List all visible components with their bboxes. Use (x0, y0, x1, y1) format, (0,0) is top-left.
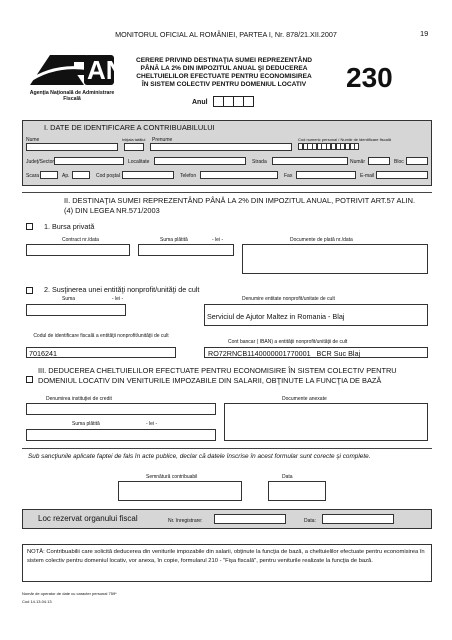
deducere-documente-label: Documente anexate (282, 396, 327, 402)
section-3-title: III. DEDUCEREA CHELTUIELILOR EFECTUATE PENTRU ECONOMISIRE ÎN SISTEM COLECTIV PENTRU DOMENIUL LOCATIV DIN VENITURILE IMPOZABILE DIN SALARII, OBŢINUTE LA FUNCŢIA DE BAZĂ (38, 366, 397, 385)
deducere-documente-input[interactable] (224, 403, 428, 441)
bursa-documente-input[interactable] (242, 244, 428, 274)
label-numar: Număr (350, 159, 366, 165)
signature-date-input[interactable] (268, 481, 326, 501)
fiscal-data-label: Data: (304, 518, 316, 524)
numar-input[interactable] (368, 157, 390, 165)
note-text: NOTĂ: Contribuabilii care solicită deducerea din veniturile impozabile din salarii, obţinute la funcţia de bază, a cheltuielilor efectuate pentru economisirea în sistem colectiv pentru domeniul locativ, vor anexa, în copie, formularul 210 - "Fişa fiscală", pentru veniturile realizate la funcţia de bază. (27, 549, 425, 564)
label-telefon: Telefon (180, 173, 197, 179)
declaration-text: Sub sancţiunile aplicate faptei de fals în acte publice, declar că datele înscrise în acest formular sunt corecte şi complete. (28, 453, 371, 460)
bloc-input[interactable] (406, 157, 428, 165)
bursa-documente-label: Documente de plată nr./data (290, 237, 353, 243)
fiscal-data-input[interactable] (322, 514, 394, 524)
form-title: CERERE PRIVIND DESTINAŢIA SUMEI REPREZENTÂND PÂNĂ LA 2% DIN IMPOZITUL ANUAL ŞI DEDUCEREA CHELTUIELILOR EFECTUATE PENTRU ECONOMISIREA ÎN SISTEM COLECTIV PENTRU DOMENIUL LOCATIV (136, 57, 312, 88)
bursa-suma-input[interactable] (138, 244, 234, 256)
sustinere-checkbox[interactable] (26, 287, 33, 294)
sustinere-cont-input[interactable] (204, 347, 428, 358)
logo-letters: ANAF (87, 55, 160, 85)
sustinere-denumire-label: Denumire entitate nonprofit/unitate de cult (242, 296, 335, 302)
fax-input[interactable] (296, 171, 356, 179)
sustinere-cif-label: Codul de identificare fiscală a entităţii nonprofit/unităţii de cult (33, 333, 169, 339)
label-judet: Judeţ/Sector (26, 159, 55, 165)
label-nume: Nume (26, 137, 40, 143)
label-fax: Fax (284, 173, 293, 179)
signature-box[interactable] (118, 481, 242, 501)
label-scara: Scara (26, 173, 40, 179)
header-title: MONITORUL OFICIAL AL ROMÂNIEI, PARTEA I, Nr. 878/21.XII.2007 (115, 30, 337, 39)
ap-input[interactable] (72, 171, 90, 179)
deducere-checkbox[interactable] (26, 376, 33, 383)
label-bloc: Bloc (394, 159, 404, 165)
label-initiala: Iniţiala tatălui (122, 137, 146, 142)
footer-code: Cod 14.13.04.13 (22, 599, 52, 604)
sustinere-cif-value: 7016241 (29, 349, 57, 358)
sustinere-lei-label: - lei - (112, 296, 124, 302)
deducere-lei-label: - lei - (146, 421, 158, 427)
deducere-denumire-input[interactable] (26, 403, 216, 415)
year-label: Anul (192, 99, 208, 106)
deducere-suma-input[interactable] (26, 429, 216, 441)
sustinere-denumire-value: Serviciul de Ajutor Maltez in Romania - Blaj (207, 312, 345, 321)
section-1-title: I. DATE DE IDENTIFICARE A CONTRIBUABILULUI (44, 123, 215, 132)
signature-date-label: Data (282, 474, 293, 480)
cnp-input[interactable] (298, 143, 359, 150)
label-cod-numeric: Cod numeric personal / Număr de identificare fiscală (298, 137, 391, 142)
bursa-label: 1. Bursa privată (44, 222, 95, 231)
email-input[interactable] (376, 171, 428, 179)
section-2-title: II. DESTINAŢIA SUMEI REPREZENTÂND PÂNĂ LA 2% DIN IMPOZITUL ANUAL, POTRIVIT ART.57 ALIN.(4) DIN LEGEA NR.571/2003 (64, 196, 416, 215)
sustinere-cont-value: RO72RNCB1140000001770001 BCR Suc Blaj (208, 349, 361, 358)
localitate-input[interactable] (154, 157, 246, 165)
telefon-input[interactable] (200, 171, 278, 179)
bursa-lei-label: - lei - (212, 237, 224, 243)
cod-postal-input[interactable] (122, 171, 174, 179)
bursa-contract-input[interactable] (26, 244, 130, 256)
label-localitate: Localitate (128, 159, 150, 165)
sustinere-suma-label: Suma (62, 296, 76, 302)
fiscal-nr-input[interactable] (214, 514, 286, 524)
sustinere-cif-input[interactable] (26, 347, 176, 358)
nume-input[interactable] (26, 143, 118, 151)
year-input[interactable] (213, 96, 254, 107)
footer-operator: Număr de operator de date cu caracter personal 759* (22, 591, 117, 596)
sustinere-denumire-input[interactable] (204, 304, 428, 326)
sustinere-label: 2. Susţinerea unei entităţi nonprofit/unităţi de cult (44, 285, 200, 294)
fiscal-nr-label: Nr. înregistrare: (168, 518, 203, 524)
strada-input[interactable] (272, 157, 348, 165)
anaf-logo-icon (24, 49, 160, 89)
label-cod-postal: Cod poştal (96, 173, 120, 179)
label-strada: Strada (252, 159, 267, 165)
form-code: 230 (346, 62, 393, 93)
deducere-suma-label: Suma plătită (72, 421, 100, 427)
divider (22, 192, 432, 193)
logo-caption: Agenţia Naţională de Administrare Fiscală (29, 90, 115, 102)
page-number: 19 (420, 29, 429, 38)
prenume-input[interactable] (150, 143, 292, 151)
label-email: E-mail (360, 173, 375, 179)
anaf-logo (24, 49, 160, 105)
scara-input[interactable] (40, 171, 58, 179)
bursa-suma-label: Suma plătită (160, 237, 188, 243)
judet-input[interactable] (54, 157, 124, 165)
label-prenume: Prenume (152, 137, 173, 143)
bursa-checkbox[interactable] (26, 223, 33, 230)
divider (22, 448, 432, 449)
sustinere-cont-label: Cont bancar ( IBAN) a entităţii nonprofit/unităţii de cult (228, 339, 348, 345)
note-box (22, 544, 432, 582)
label-ap: Ap. (62, 173, 70, 179)
deducere-denumire-label: Denumirea instituţiei de credit (46, 396, 112, 402)
initiala-input[interactable] (124, 143, 144, 151)
bursa-contract-label: Contract nr./data (62, 237, 99, 243)
fiscal-title: Loc rezervat organului fiscal (38, 514, 138, 523)
signature-label: Semnătură contribuabil (146, 474, 198, 480)
sustinere-suma-input[interactable] (26, 304, 126, 316)
